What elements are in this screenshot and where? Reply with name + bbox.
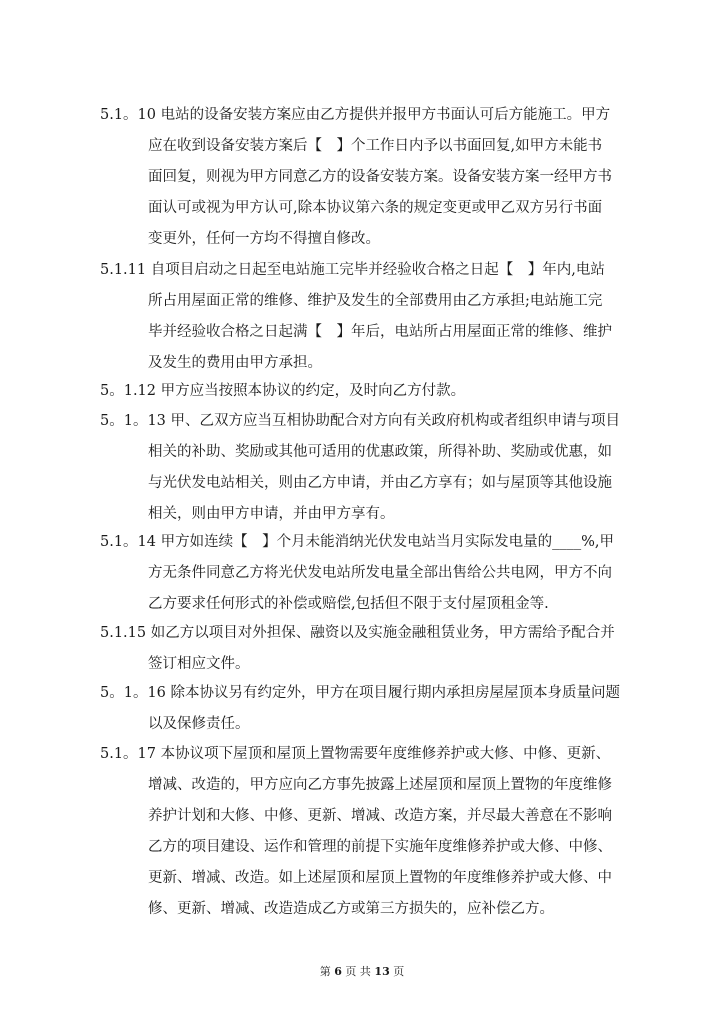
- clause-line: 签订相应文件。: [148, 656, 250, 672]
- clause-line: 增减、改造的，甲方应向乙方事先披露上述屋顶和屋顶上置物的年度维修: [148, 777, 612, 793]
- page-total: 13: [374, 965, 390, 978]
- clause-line: 所占用屋面正常的维修、维护及发生的全部费用由乙方承担;电站施工完: [148, 293, 603, 309]
- page-number: 6: [334, 965, 342, 978]
- clause-line: 5.1。10 电站的设备安装方案应由乙方提供并报甲方书面认可后方能施工。甲方: [100, 107, 611, 123]
- clause-5-1-17: [100, 739, 630, 925]
- clause-line: 面认可或视为甲方认可,除本协议第六条的规定变更或甲乙双方另行书面: [148, 200, 603, 216]
- clause-line: 5.1.11 自项目启动之日起至电站施工完毕并经验收合格之日起【 】年内,电站: [100, 262, 605, 278]
- clause-line: 乙方要求任何形式的补偿或赔偿,包括但不限于支付屋顶租金等.: [148, 596, 549, 612]
- clause-line: 相关，则由甲方申请，并由甲方享有。: [148, 506, 395, 522]
- clause-line: 5.1。17 本协议项下屋顶和屋顶上置物需要年度维修养护或大修、中修、更新、: [100, 746, 611, 762]
- clause-line: 5.1。14 甲方如连续【 】个月未能消纳光伏发电站当月实际发电量的____%,甲: [100, 534, 615, 550]
- clause-line: 相关的补助、奖励或其他可适用的优惠政策，所得补助、奖励或优惠，如: [148, 444, 612, 460]
- clause-line: 养护计划和大修、中修、更新、增减、改造方案，并尽最大善意在不影响: [148, 808, 612, 824]
- clause-5-1-12: [100, 376, 630, 407]
- clause-line: 与光伏发电站相关，则由乙方申请，并由乙方享有；如与屋顶等其他设施: [148, 475, 612, 491]
- footer-suffix: 页: [393, 965, 405, 978]
- clause-line: 更新、增减、改造。如上述屋顶和屋顶上置物的年度维修养护或大修、中: [148, 870, 612, 886]
- footer-prefix: 第: [319, 965, 331, 978]
- clause-line: 5。1.12 甲方应当按照本协议的约定，及时向乙方付款。: [100, 383, 466, 399]
- clause-line: 变更外，任何一方均不得擅自修改。: [148, 231, 380, 247]
- clause-line: 5。1。13 甲、乙双方应当互相协助配合对方向有关政府机构或者组织申请与项目: [100, 413, 621, 429]
- clause-line: 5。1。16 除本协议另有约定外，甲方在项目履行期内承担房屋屋顶本身质量问题: [100, 685, 621, 701]
- clause-5-1-14: [100, 527, 630, 620]
- page-footer: [0, 964, 724, 980]
- clause-line: 乙方的项目建设、运作和管理的前提下实施年度维修养护或大修、中修、: [148, 839, 612, 855]
- footer-middle: 页 共: [345, 965, 371, 978]
- clause-line: 面回复，则视为甲方同意乙方的设备安装方案。设备安装方案一经甲方书: [148, 169, 612, 185]
- clause-line: 应在收到设备安装方案后【 】个工作日内予以书面回复,如甲方未能书: [148, 138, 603, 154]
- clause-line: 方无条件同意乙方将光伏发电站所发电量全部出售给公共电网，甲方不向: [148, 565, 612, 581]
- clause-line: 及发生的费用由甲方承担。: [148, 355, 322, 371]
- clause-5-1-15: [100, 618, 630, 680]
- clause-5-1-16: [100, 678, 630, 740]
- clause-5-1-10: [100, 100, 630, 255]
- clause-line: 5.1.15 如乙方以项目对外担保、融资以及实施金融租赁业务，甲方需给予配合并: [100, 625, 615, 641]
- clause-line: 修、更新、增减、改造造成乙方或第三方损失的，应补偿乙方。: [148, 901, 554, 917]
- clause-5-1-11: [100, 255, 630, 379]
- clause-line: 毕并经验收合格之日起满【 】年后，电站所占用屋面正常的维修、维护: [148, 324, 612, 340]
- clause-line: 以及保修责任。: [148, 716, 250, 732]
- clause-5-1-13: [100, 406, 630, 530]
